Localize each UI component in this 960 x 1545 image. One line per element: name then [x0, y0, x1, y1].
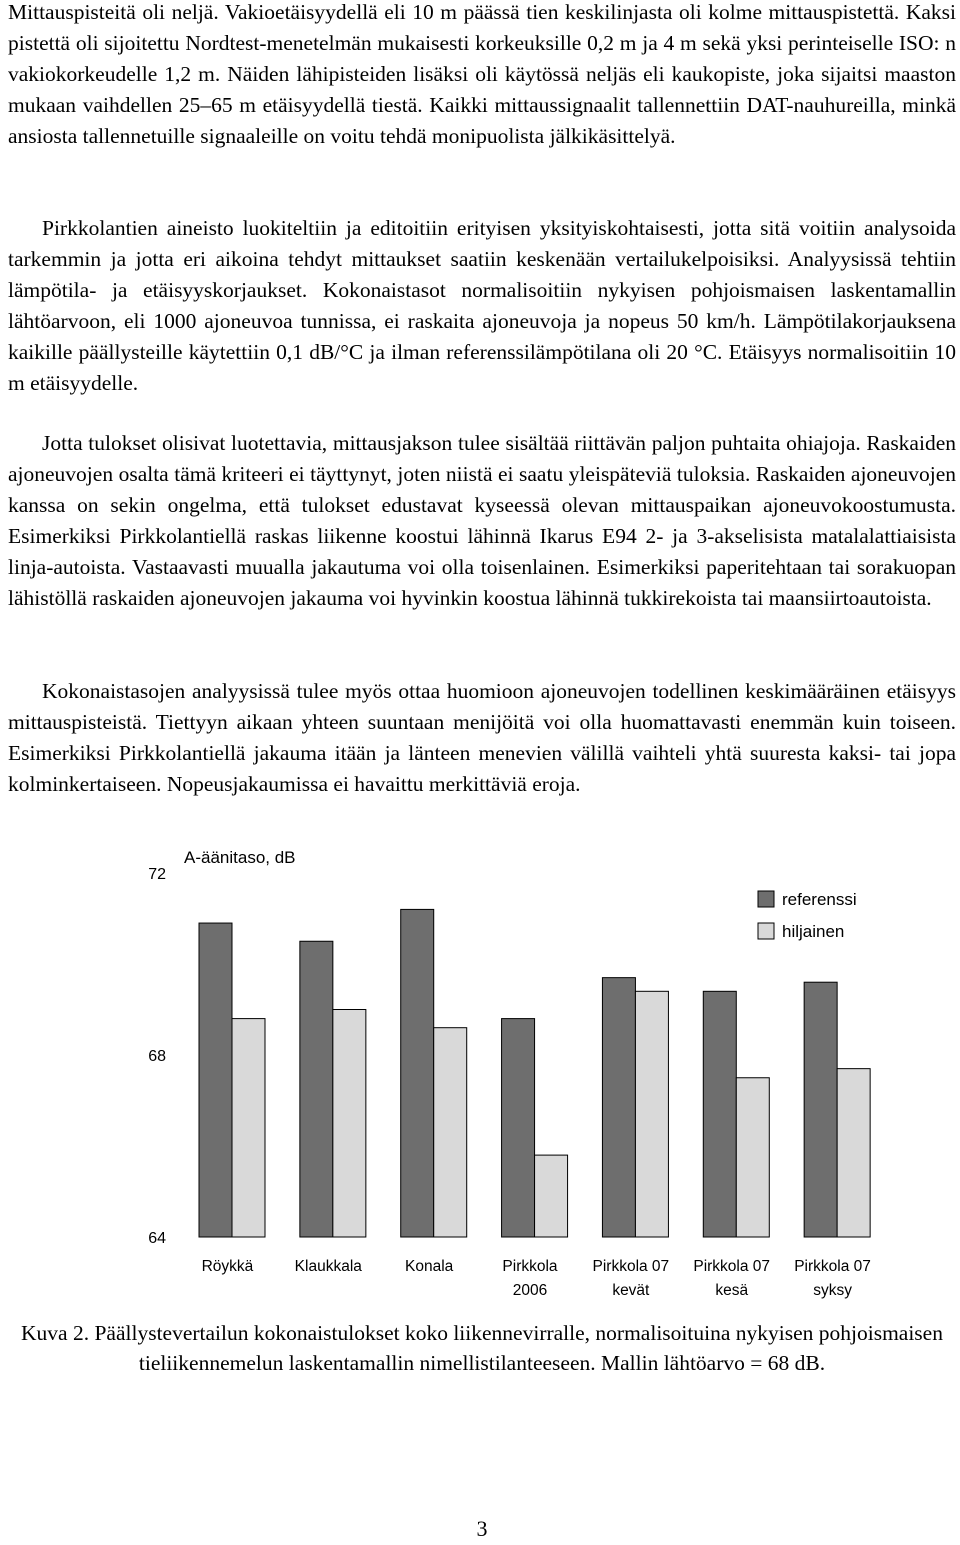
paragraph-reliability: Jotta tulokset olisivat luotettavia, mittausjakson tulee sisältää riittävän paljon puhtaita ohiajoja. Raskaiden ajoneuvojen osalta tämä kriteeri ei täyttynyt, joten niistä ei saatu yleispäteviä tuloksia. Raskaiden ajoneuvojen kanssa on sekin ongelma, että tulokset edustavat kyseessä olevan mittauspaikan ajoneuvokoostumusta. Esimerkiksi Pirkkolantiellä raskas liikenne koostui lähinnä Ikarus E94 2- ja 3-akselisista matalalattiaisista linja-autoista. Vastaavasti muualla jakautuma voi olla toisenlainen. Esimerkiksi paperitehtaan tai sorakuopan lähistöllä raskaiden ajoneuvojen jakauma voi hyvinkin koostua lähinnä tukkirekoista tai maansiirtoautoista. — [8, 431, 956, 610]
bar-hiljainen-2 — [434, 1028, 467, 1237]
x-tick-label: kesä — [715, 1282, 749, 1299]
chart-title: A-äänitaso, dB — [184, 848, 296, 867]
x-tick-label: Pirkkola 07 — [693, 1258, 771, 1275]
bar-referenssi-4 — [602, 978, 635, 1237]
bar-hiljainen-3 — [535, 1155, 568, 1237]
x-tick-label: Klaukkala — [294, 1258, 362, 1275]
bar-hiljainen-6 — [837, 1069, 870, 1237]
x-tick-label: Röykkä — [201, 1258, 254, 1275]
bar-referenssi-2 — [401, 909, 434, 1237]
bar-hiljainen-4 — [635, 991, 668, 1237]
bar-referenssi-5 — [703, 991, 736, 1237]
paragraph-distance-analysis: Kokonaistasojen analyysissä tulee myös ottaa huomioon ajoneuvojen todellinen keskimääräinen etäisyys mittauspisteistä. Tiettyyn aikaan yhteen suuntaan menijöitä voi olla huomattavasti enemmän kuin toiseen. Esimerkiksi Pirkkolantiellä jakauma itään ja länteen menevien välillä vaihteli yhtä suuresta kaksi- tai jopa kolminkertaiseen. Nopeusjakaumissa ei havaittu merkittäviä eroja. — [8, 679, 956, 796]
legend-label-hiljainen: hiljainen — [782, 922, 845, 941]
bar-hiljainen-5 — [736, 1078, 769, 1237]
bar-referenssi-1 — [300, 941, 333, 1237]
bar-referenssi-3 — [502, 1019, 535, 1237]
y-tick-label: 64 — [148, 1230, 166, 1247]
x-tick-label: Pirkkola 07 — [592, 1258, 670, 1275]
page-number: 3 — [476, 1516, 488, 1541]
x-tick-label: Konala — [405, 1258, 454, 1275]
x-tick-label: kevät — [612, 1282, 650, 1299]
legend-swatch-referenssi — [758, 891, 774, 907]
bar-referenssi-6 — [804, 982, 837, 1237]
bar-hiljainen-0 — [232, 1019, 265, 1237]
bar-chart — [8, 835, 956, 1305]
y-tick-label: 68 — [148, 1048, 166, 1065]
y-tick-label: 72 — [148, 866, 166, 883]
x-tick-label: 2006 — [512, 1282, 548, 1299]
paragraph-pirkkolantie-analysis: Pirkkolantien aineisto luokiteltiin ja editoitiin erityisen yksityiskohtaisesti, jotta sitä voitiin analysoida tarkemmin ja jotta eri aikoina tehdyt mittaukset saatiin keskenään vertailukelpoisiksi. Analyysissä tehtiin lämpötila- ja etäisyyskorjaukset. Kokonaistasot normalisoitiin nykyisen pohjoismaisen laskentamallin lähtöarvoon, eli 1000 ajoneuvoa tunnissa, ei raskaita ajoneuvoja ja nopeus 50 km/h. Lämpötilakorjauksena kaikille päällysteille käytettiin 0,1 dB/°C ja ilman referenssilämpötilana oli 20 °C. Etäisyys normalisoitiin 10 m etäisyydelle. — [8, 216, 956, 395]
legend-label-referenssi: referenssi — [782, 890, 857, 909]
figure-caption: Kuva 2. Päällystevertailun kokonaistulokset koko liikennevirralle, normalisoituina nykyisen pohjoismaisen tieliikennemelun laskentamallin nimellistilanteeseen. Mallin lähtöarvo = 68 dB. — [21, 1321, 943, 1375]
x-tick-label: Pirkkola 07 — [794, 1258, 871, 1275]
bar-hiljainen-1 — [333, 1010, 366, 1238]
x-tick-label: Pirkkola — [502, 1258, 558, 1275]
bar-referenssi-0 — [199, 923, 232, 1237]
legend-swatch-hiljainen — [758, 923, 774, 939]
paragraph-measurement-points: Mittauspisteitä oli neljä. Vakioetäisyydellä eli 10 m päässä tien keskilinjasta oli kolme mittauspistettä. Kaksi pistettä oli sijoitettu Nordtest-menetelmän mukaisesti korkeuksille 0,2 m ja 4 m sekä yksi perinteiselle ISO: n vakiokorkeudelle 1,2 m. Näiden lähipisteiden lisäksi oli käytössä neljäs eli kaukopiste, joka sijaitsi maaston mukaan vaihdellen 25–65 m etäisyydellä tiestä. Kaikki mittaussignaalit tallennettiin DAT-nauhureilla, minkä ansiosta tallennetuille signaaleille on voitu tehdä monipuolista jälkikäsittelyä. — [8, 0, 956, 148]
x-tick-label: syksy — [813, 1282, 852, 1299]
